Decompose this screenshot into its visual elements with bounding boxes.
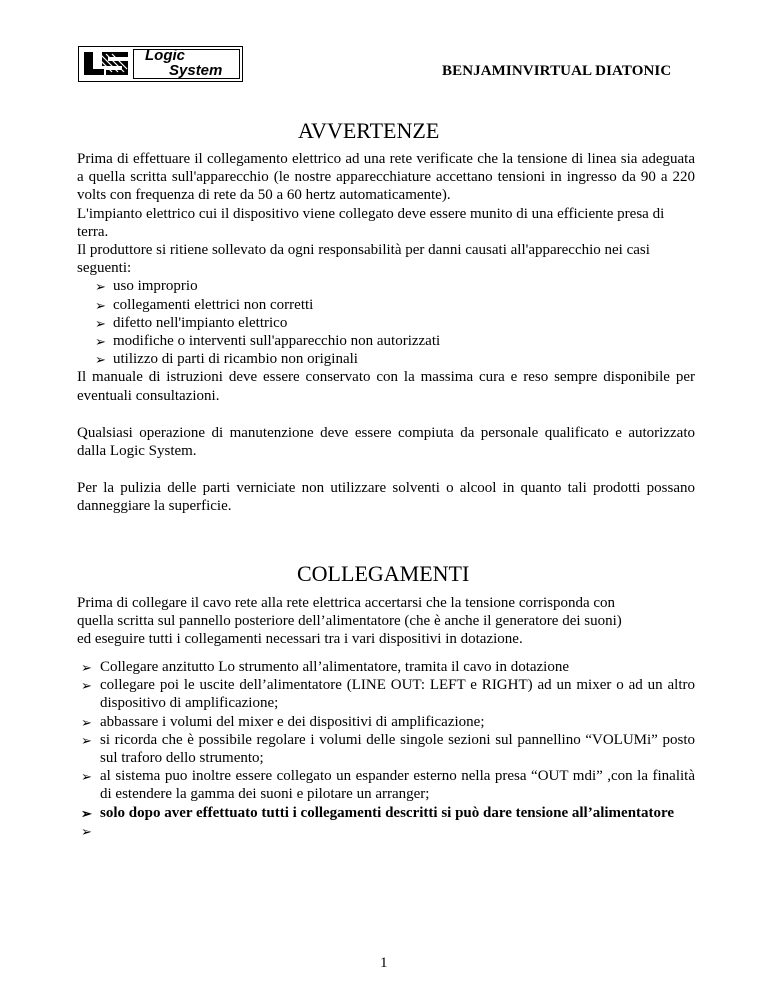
list-item: ➢ si ricorda che è possibile regolare i volumi delle singole sezioni sul pannellino “VOLUMi” posto sul traforo dello strumento; [81,731,695,767]
arrow-bullet-icon: ➢ [95,315,106,331]
list-item: ➢ difetto nell'impianto elettrico [77,314,695,332]
list-item [81,822,695,840]
list-item: ➢ abbassare i volumi del mixer e dei dispositivi di amplificazione; [81,713,695,731]
arrow-bullet-icon: ➢ [81,823,92,839]
collegamenti-intro [77,594,695,649]
list-item: ➢ utilizzo di parti di ricambio non originali [77,350,695,368]
paragraph: Il produttore si ritiene sollevato da ogni responsabilità per danni causati all'apparecchio nei casi seguenti: [77,242,650,277]
paragraph: L'impianto elettrico cui il dispositivo viene collegato deve essere munito di una efficiente presa di terra. [77,205,665,240]
liability-list [77,277,695,368]
arrow-bullet-icon: ➢ [95,352,106,368]
arrow-bullet-icon: ➢ [81,714,92,730]
arrow-bullet-icon: ➢ [95,279,106,295]
logo-mark-icon [82,50,130,77]
paragraph: Prima di effettuare il collegamento elettrico ad una rete verificate che la tensione di linea sia adeguata a quella scritta sull'apparecchio (le nostre apparecchiature accettano tensioni in ingresso da 90 a 220 volts con frequenza di rete da 50 a 60 hertz automaticamente). [77,151,695,204]
page-number: 1 [380,955,388,971]
connection-steps-list [81,658,695,840]
document-header-title: BENJAMINVIRTUAL DIATONIC [442,63,672,79]
paragraph: Il manuale di istruzioni deve essere conservato con la massima cura e reso sempre disponibile per eventuali consultazioni. [77,369,695,404]
logo-word-logic: Logic [145,47,185,64]
intro-line: quella scritta sul pannello posteriore dell’alimentatore (che è anche il generatore dei suoni) [77,613,622,630]
arrow-bullet-icon: ➢ [95,334,106,350]
logo-word-system: System [169,62,223,79]
list-item: ➢ solo dopo aver effettuato tutti i collegamenti descritti si può dare tensione all’alimentatore [81,804,695,822]
intro-line: Prima di collegare il cavo rete alla rete elettrica accertarsi che la tensione corrisponda con [77,595,616,611]
logic-system-logo [78,46,243,82]
intro-line: ed eseguire tutti i collegamenti necessari tra i vari dispositivi in dotazione. [77,631,523,648]
paragraph: Qualsiasi operazione di manutenzione deve essere compiuta da personale qualificato e autorizzato dalla Logic System. [77,425,695,460]
paragraph: Per la pulizia delle parti verniciate non utilizzare solventi o alcool in quanto tali prodotti possano danneggiare la superficie. [77,480,695,515]
list-item: ➢ collegamenti elettrici non corretti [77,296,695,314]
arrow-bullet-icon: ➢ [95,297,106,313]
arrow-bullet-icon: ➢ [81,660,92,675]
section-title-collegamenti: COLLEGAMENTI [297,561,470,586]
avvertenze-body [77,150,695,405]
list-item: ➢ al sistema puo inoltre essere collegato un espander esterno nella presa “OUT mdi” ,con la finalità di estendere la gamma dei suoni e pilotare un arranger; [81,768,695,803]
arrow-bullet-icon: ➢ [81,769,92,785]
list-item: ➢ collegare poi le uscite dell’alimentatore (LINE OUT: LEFT e RIGHT) ad un mixer o ad un altro dispositivo di amplificazione; [81,677,695,712]
section-title-avvertenze: AVVERTENZE [298,118,440,143]
list-item: ➢ Collegare anzitutto Lo strumento all’alimentatore, tramita il cavo in dotazione [81,658,695,676]
collegamenti-steps [81,658,695,840]
list-item: ➢ modifiche o interventi sull'apparecchio non autorizzati [77,332,695,350]
arrow-bullet-icon: ➢ [81,678,92,694]
arrow-bullet-icon: ➢ [81,805,92,821]
list-item: ➢ uso improprio [77,277,695,295]
arrow-bullet-icon: ➢ [81,732,92,748]
